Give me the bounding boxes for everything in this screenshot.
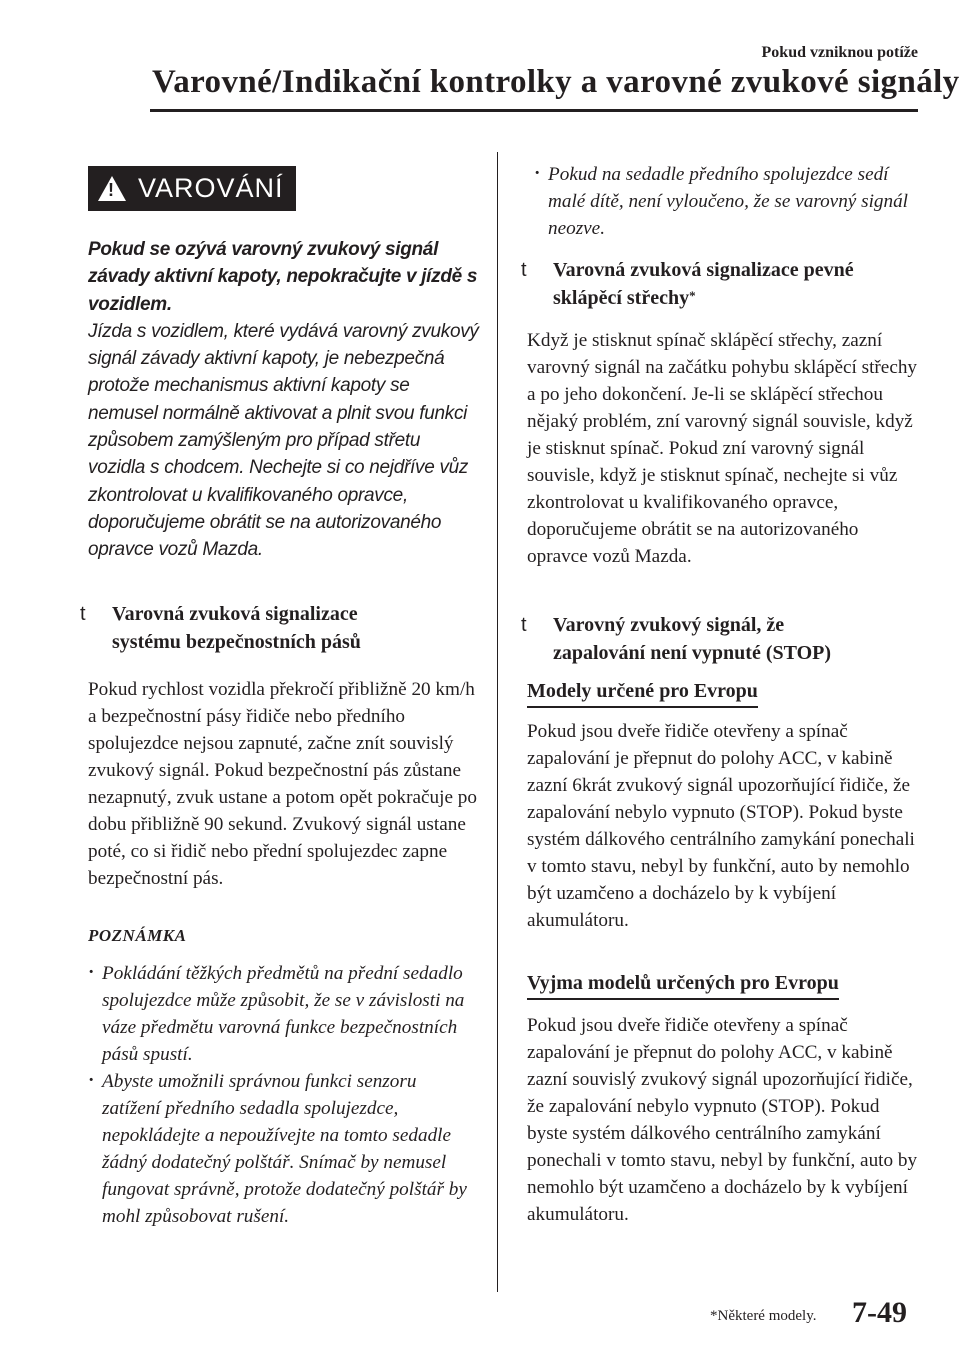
page-title: Varovné/Indikační kontrolky a varovné zvukové signály <box>152 64 960 100</box>
list-item: · Pokud na sedadle předního spolujezdce sedí malé dítě, není vyloučeno, že se varovný signál neozve. <box>534 161 914 242</box>
page-number: 7-49 <box>852 1296 907 1329</box>
column-divider <box>497 152 498 1292</box>
warning-bold-text: Pokud se ozývá varovný zvukový signál závady aktivní kapoty, nepokračujte v jízdě s vozidlem. <box>88 239 478 315</box>
europe-subheading: Modely určené pro Evropu <box>527 678 758 708</box>
list-item: · Abyste umožnili správnou funkci senzoru zatížení předního sedadla spolujezdce, nepokládejte a nepoužívejte na tomto sedadle žádný dodatečný polštář. Snímač by nemusel fungovat správně, protože dodatečný polštář by mohl způsobovat rušení. <box>88 1068 478 1230</box>
roof-body: Když je stisknut spínač sklápěcí střechy, zazní varovný signál na začátku pohybu sklápěcí střechy a po jeho dokončení. Je-li se sklápěcí střechou nějaký problém, zní varovný signál souvisle, když je stisknut spínač. Pokud zní varovný signál souvisle, když je stisknut spínač, nechejte si vůz zkontrolovat u kvalifikovaného opravce, doporučujeme obrátit se na autorizovaného opravce vozů Mazda. <box>527 330 918 567</box>
header-rule <box>150 109 918 112</box>
list-item: · Pokládání těžkých předmětů na přední sedadlo spolujezdce může způsobit, že se v závislosti na váze předmětu varovná funkce bezpečnostních pásů spustí. <box>88 960 478 1068</box>
asterisk-mark: * <box>689 288 696 303</box>
warning-text <box>88 236 480 564</box>
note-list-continued <box>534 161 914 242</box>
ignition-heading: t Varovný zvukový signál, že zapalování není vypnuté (STOP) <box>553 611 925 667</box>
warning-label: VAROVÁNÍ <box>138 173 284 203</box>
section-marker: t <box>80 603 86 625</box>
warning-banner <box>88 166 296 211</box>
roof-heading: t Varovná zvuková signalizace pevné sklápěcí střechy* <box>553 256 925 312</box>
non-europe-body: Pokud jsou dveře řidiče otevřeny a spínač zapalování je přepnut do polohy ACC, v kabině zazní souvislý zvukový signál upozorňující řidiče, že zapalování nebylo vypnuto (STOP). Pokud byste systém dálkového centrálního zamykání ponechali v tomto stavu, nebyl by funkční, auto by nemohlo být uzamčeno a docházelo by k vybíjení akumulátoru. <box>527 1015 918 1225</box>
seatbelt-heading: t Varovná zvuková signalizace systému bezpečnostních pásů <box>112 600 472 656</box>
europe-body: Pokud jsou dveře řidiče otevřeny a spínač zapalování je přepnut do polohy ACC, v kabině zazní 6krát zvukový signál upozorňující řidiče, že zapalování nebylo vypnuto (STOP). Pokud byste systém dálkového centrálního zamykání ponechali v tomto stavu, nebyl by funkční, auto by nemohlo být uzamčeno a docházelo by k vybíjení akumulátoru. <box>527 721 915 931</box>
non-europe-subheading: Vyjma modelů určených pro Evropu <box>527 970 839 1000</box>
warning-body-text: Jízda s vozidlem, které vydává varovný zvukový signál závady aktivní kapoty, je nebezpečná protože mechanismus aktivní kapoty se nemusel normálně aktivovat a plnit svou funkci způsobem zamýšleným pro případ střetu vozidla s chodcem. Nechejte si co nejdříve vůz zkontrolovat u kvalifikovaného opravce, doporučujeme obrátit se na autorizovaného opravce vozů Mazda. <box>88 320 479 561</box>
note-list <box>88 960 478 1230</box>
section-marker: t <box>521 614 527 636</box>
footnote: *Některé modely. <box>710 1308 817 1324</box>
note-title: POZNÁMKA <box>88 926 187 945</box>
seatbelt-body: Pokud rychlost vozidla překročí přibližně 20 km/h a bezpečnostní pásy řidiče nebo předního spolujezdce nejsou zapnuté, začne znít souvislý zvukový signál. Pokud bezpečnostní pás zůstane nezapnutý, zvuk ustane a potom opět pokračuje po dobu přibližně 90 sekund. Zvukový signál ustane poté, co si řidič nebo přední spolujezdec zapne bezpečnostní pás. <box>88 679 477 889</box>
warning-triangle-icon <box>98 176 126 201</box>
section-title: Pokud vzniknou potíže <box>761 44 918 61</box>
section-marker: t <box>521 259 527 281</box>
